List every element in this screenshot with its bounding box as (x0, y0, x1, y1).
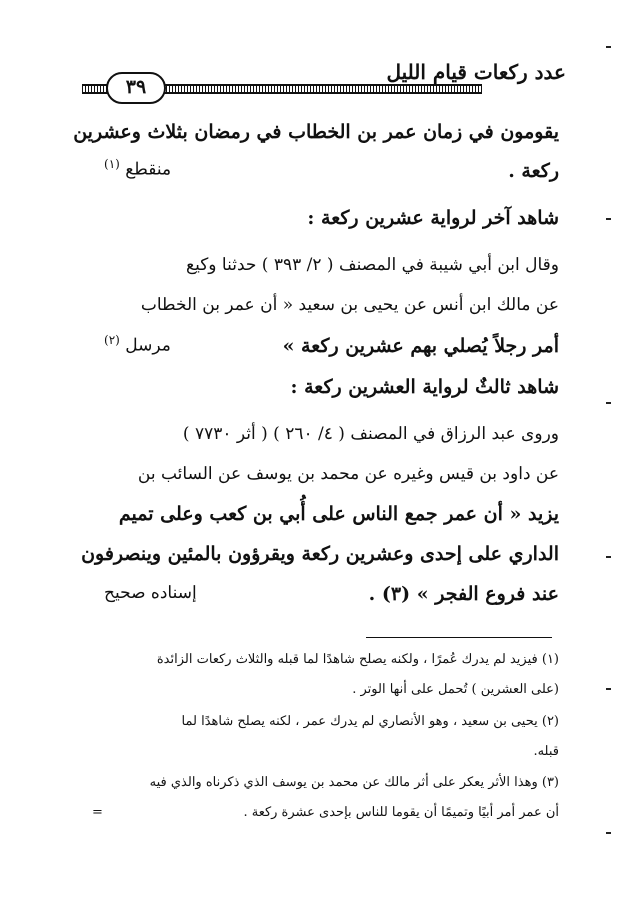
body-line: وروى عبد الرزاق في المصنف ( ٤/ ٢٦٠ ) ( أثر ٧٧٣٠ ) (182, 424, 559, 444)
narration-note (104, 583, 197, 603)
margin-tick (606, 688, 611, 690)
margin-tick (606, 46, 611, 48)
footnote-line: أن عمر أمر أبيًا وتميمًا أن يقوما للناس بإحدى عشرة ركعة . (243, 805, 559, 820)
body-line: وقال ابن أبي شيبة في المصنف ( ٢/ ٣٩٣ ) حدثنا وكيع (186, 255, 559, 275)
narration-note (104, 333, 171, 356)
narration-note (104, 157, 171, 180)
body-line: عن مالك ابن أنس عن يحيى بن سعيد « أن عمر بن الخطاب (140, 295, 559, 315)
body-line: يزيد « أن عمر جمع الناس على أُبي بن كعب وعلى تميم (118, 503, 559, 525)
footnote-ref: (١) (104, 157, 120, 171)
footnote-line: (١) فيزيد لم يدرك عُمرًا ، ولكنه يصلح شاهدًا لما قبله والثلاث ركعات الزائدة (156, 652, 559, 667)
page-header (82, 60, 566, 102)
footnote-line: (٢) يحيى بن سعيد ، وهو الأنصاري لم يدرك عمر ، لكنه يصلح شاهدًا لما (181, 714, 559, 729)
margin-tick (606, 402, 611, 404)
running-title: عدد ركعات قيام الليل (386, 60, 566, 84)
body-line: عند فروع الفجر » (٣) . (368, 583, 559, 605)
margin-tick (606, 832, 611, 834)
page-number-badge: ٣٩ (106, 72, 166, 104)
margin-tick (606, 218, 611, 220)
footnote-line: قبله. (533, 744, 559, 759)
narration-note-text: مرسل (125, 335, 171, 356)
margin-tick (606, 556, 611, 558)
body-line: ركعة . (508, 160, 559, 182)
narration-note-text: إسناده صحيح (104, 583, 197, 603)
narration-note-text: منقطع (125, 159, 172, 180)
section-heading: شاهد ثالثٌ لرواية العشرين ركعة : (290, 376, 559, 398)
body-line: يقومون في زمان عمر بن الخطاب في رمضان بثلاث وعشرين (73, 121, 559, 143)
continuation-mark: = (92, 805, 103, 820)
section-heading: شاهد آخر لرواية عشرين ركعة : (307, 207, 559, 229)
footnote-line: (على العشرين ) تُحمل على أنها الوتر . (352, 682, 559, 697)
body-line: الداري على إحدى وعشرين ركعة ويقرؤون بالمئين وينصرفون (81, 543, 559, 565)
footnote-ref: (٢) (104, 333, 120, 347)
body-line: أمر رجلاً يُصلي بهم عشرين ركعة » (282, 335, 559, 357)
footnote-separator (366, 637, 552, 638)
footnote-line: (٣) وهذا الأثر يعكر على أثر مالك عن محمد بن يوسف الذي ذكرناه والذي فيه (149, 775, 559, 790)
body-line: عن داود بن قيس وغيره عن محمد بن يوسف عن السائب بن (137, 464, 559, 484)
